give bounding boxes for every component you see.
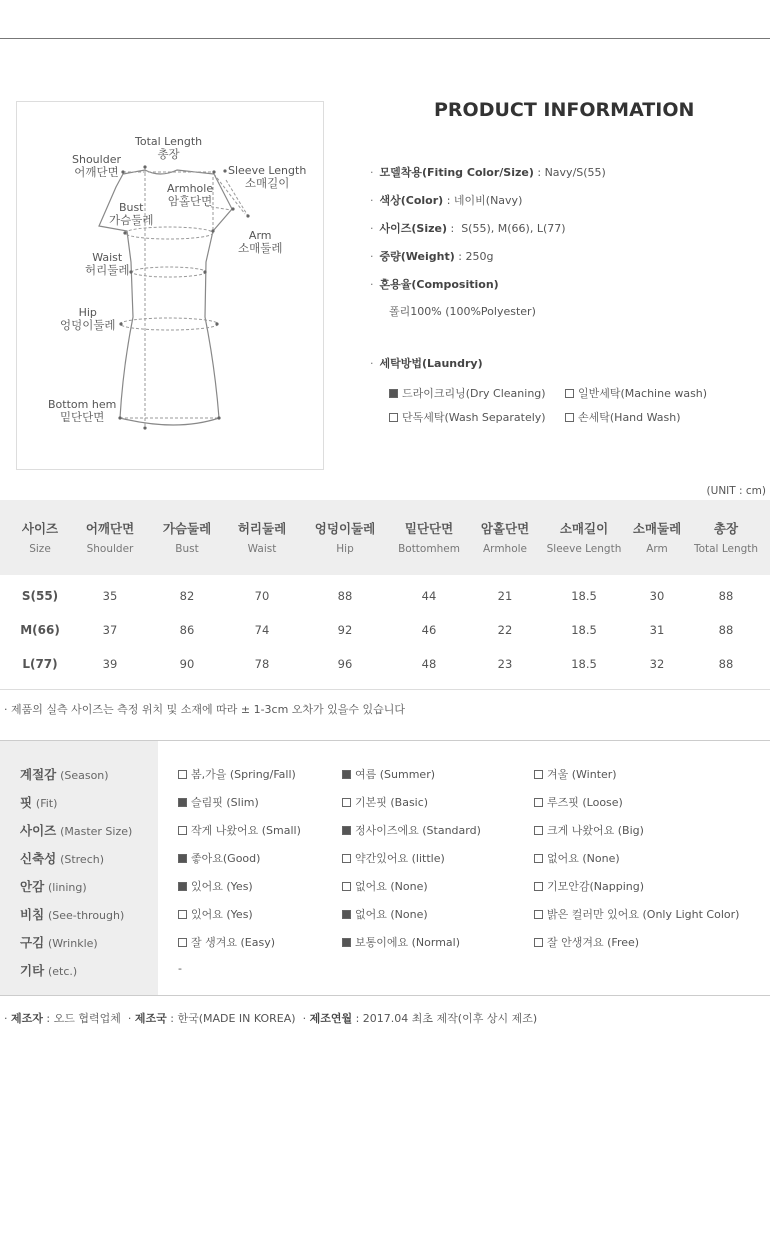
attribute-option <box>178 906 253 922</box>
attribute-label <box>20 849 104 867</box>
label-waist: Waist 허리둘레 <box>85 251 130 277</box>
size-cell: 86 <box>179 623 195 637</box>
header-ko: 엉덩이둘레 <box>314 521 376 536</box>
header-en: Shoulder <box>86 543 134 555</box>
label-armhole: Armhole 암홀단면 <box>167 182 214 208</box>
size-col-header <box>300 519 390 555</box>
size-row-label: M(66) <box>20 623 60 637</box>
attribute-option <box>342 934 460 950</box>
size-cell: 48 <box>421 657 437 671</box>
size-cell: 92 <box>337 623 353 637</box>
attribute-label <box>20 877 87 895</box>
size-cell: 90 <box>179 657 195 671</box>
size-col-header <box>225 519 299 555</box>
option-label: 루즈핏 (Loose) <box>547 796 623 809</box>
attribute-option <box>178 822 301 838</box>
attribute-option <box>178 878 253 894</box>
composition-value: 폴리100% (100%Polyester) <box>389 305 536 318</box>
attribute-option <box>534 822 644 838</box>
checkbox-checked-icon <box>178 882 187 891</box>
size-cell: 23 <box>497 657 513 671</box>
size-cell: 22 <box>497 623 513 637</box>
checkbox-empty-icon <box>342 798 351 807</box>
size-cell: 32 <box>649 657 665 671</box>
attribute-option <box>534 766 617 782</box>
checkbox-checked-icon <box>342 938 351 947</box>
measurement-diagram <box>16 101 324 470</box>
option-label: 밝은 컬러만 있어요 (Only Light Color) <box>547 908 740 921</box>
info-row-composition: · 혼용율(Composition) <box>370 278 499 291</box>
checkbox-checked-icon <box>178 854 187 863</box>
attribute-label-ko: 신축성 <box>20 851 57 866</box>
option-label: 슬림핏 (Slim) <box>191 796 259 809</box>
checkbox-empty-icon <box>178 938 187 947</box>
size-cell: 96 <box>337 657 353 671</box>
label-hip: Hip 엉덩이둘레 <box>60 306 116 332</box>
attribute-label-en: (See-through) <box>47 909 125 922</box>
size-cell: 18.5 <box>571 657 597 671</box>
checkbox-checked-icon <box>342 770 351 779</box>
divider <box>0 689 770 690</box>
option-label: 없어요 (None) <box>355 908 428 921</box>
header-ko: 어깨단면 <box>85 521 135 536</box>
size-col-header <box>390 519 468 555</box>
attribute-label <box>20 961 77 979</box>
header-en: Size <box>29 543 51 555</box>
attribute-label-ko: 비침 <box>20 907 45 922</box>
attribute-label-ko: 안감 <box>20 879 45 894</box>
checkbox-checked-icon <box>342 826 351 835</box>
attribute-option <box>342 850 445 866</box>
option-label: 좋아요(Good) <box>191 852 261 865</box>
attribute-label-ko: 기타 <box>20 963 45 978</box>
option-label: 있어요 (Yes) <box>191 908 253 921</box>
size-cell: 18.5 <box>571 589 597 603</box>
size-cell: 88 <box>337 589 353 603</box>
laundry-hand-wash: 손세탁(Hand Wash) <box>565 409 681 425</box>
attribute-option <box>342 822 481 838</box>
attribute-label <box>20 933 98 951</box>
attribute-option <box>534 878 644 894</box>
checkbox-empty-icon <box>534 798 543 807</box>
header-en: Bottomhem <box>398 543 460 555</box>
option-label: 없어요 (None) <box>547 852 620 865</box>
attribute-label-en: (etc.) <box>47 965 78 978</box>
info-row-model: · 모델착용(Fiting Color/Size) : Navy/S(55) <box>370 166 606 179</box>
attribute-option <box>534 934 639 950</box>
checkbox-empty-icon <box>534 910 543 919</box>
option-label: 정사이즈에요 (Standard) <box>355 824 481 837</box>
checkbox-empty-icon <box>565 413 574 422</box>
checkbox-empty-icon <box>389 413 398 422</box>
info-row-weight: · 중량(Weight) : 250g <box>370 250 494 263</box>
header-ko: 총장 <box>713 521 739 536</box>
size-cell: 78 <box>254 657 270 671</box>
size-cell: 88 <box>718 589 734 603</box>
label-total-length: Total Length 총장 <box>135 135 203 161</box>
checkbox-empty-icon <box>534 770 543 779</box>
size-col-header <box>543 519 625 555</box>
size-cell: 37 <box>102 623 118 637</box>
size-cell: 88 <box>718 657 734 671</box>
size-cell: 70 <box>254 589 270 603</box>
attribute-option <box>178 850 260 866</box>
size-note: · 제품의 실측 사이즈는 측정 위치 및 소재에 따라 ± 1-3cm 오차가 있을수 있습니다 <box>4 703 406 716</box>
top-divider <box>0 38 770 39</box>
checkbox-empty-icon <box>534 938 543 947</box>
label-bottom-hem: Bottom hem 밑단단면 <box>48 398 117 424</box>
option-label: 잘 안생겨요 (Free) <box>547 936 640 949</box>
attribute-option <box>342 906 428 922</box>
size-cell: 35 <box>102 589 118 603</box>
size-col-header <box>150 519 224 555</box>
size-cell: 74 <box>254 623 270 637</box>
size-cell: 46 <box>421 623 437 637</box>
size-cell: 31 <box>649 623 665 637</box>
label-shoulder: Shoulder 어깨단면 <box>72 153 121 179</box>
attribute-label-en: (Fit) <box>35 797 58 810</box>
info-row-size: · 사이즈(Size) : S(55), M(66), L(77) <box>370 222 566 235</box>
attribute-label <box>20 765 109 783</box>
option-label: 약간있어요 (little) <box>355 852 445 865</box>
attribute-label-ko: 계절감 <box>20 767 57 782</box>
attribute-option <box>534 794 623 810</box>
size-row-label: L(77) <box>22 657 58 671</box>
header-ko: 사이즈 <box>21 521 59 536</box>
checkbox-checked-icon <box>342 910 351 919</box>
size-cell: 30 <box>649 589 665 603</box>
header-en: Arm <box>646 543 668 555</box>
attribute-label-en: (Strech) <box>60 853 105 866</box>
label-bust: Bust 가슴둘레 <box>109 201 154 227</box>
attribute-label-ko: 구김 <box>20 935 45 950</box>
attribute-label <box>20 821 132 839</box>
attribute-text: - <box>178 962 182 975</box>
size-cell: 21 <box>497 589 513 603</box>
manufacturer-info: · 제조자 : 오드 협력업체 · 제조국 : 한국(MADE IN KOREA) · 제조연월 : 2017.04 최초 제작(이후 상시 제조) <box>4 1012 538 1025</box>
attribute-option <box>342 766 435 782</box>
option-label: 있어요 (Yes) <box>191 880 253 893</box>
unit-label: (UNIT : cm) <box>706 485 766 497</box>
attribute-label-en: (Wrinkle) <box>47 937 98 950</box>
attribute-label-ko: 사이즈 <box>20 823 57 838</box>
attribute-label-en: (Season) <box>60 769 109 782</box>
header-ko: 소매둘레 <box>632 521 682 536</box>
option-label: 기본핏 (Basic) <box>355 796 429 809</box>
checkbox-empty-icon <box>342 882 351 891</box>
option-label: 작게 나왔어요 (Small) <box>191 824 301 837</box>
size-col-header <box>72 519 148 555</box>
option-label: 봄,가을 (Spring/Fall) <box>191 768 296 781</box>
attribute-option <box>178 794 259 810</box>
laundry-machine-wash: 일반세탁(Machine wash) <box>565 385 707 401</box>
product-info-title: PRODUCT INFORMATION <box>434 99 695 121</box>
attribute-label-en: (Master Size) <box>60 825 133 838</box>
info-row-color: · 색상(Color) : 네이비(Navy) <box>370 194 523 207</box>
checkbox-empty-icon <box>534 854 543 863</box>
checkbox-empty-icon <box>534 882 543 891</box>
attribute-option <box>534 850 620 866</box>
header-ko: 소매길이 <box>559 521 609 536</box>
size-col-header <box>0 519 80 555</box>
size-col-header <box>468 519 542 555</box>
attributes-table <box>0 740 770 996</box>
laundry-wash-separately: 단독세탁(Wash Separately) <box>389 409 546 425</box>
checkbox-checked-icon <box>178 798 187 807</box>
size-col-header <box>625 519 689 555</box>
option-label: 크게 나왔어요 (Big) <box>547 824 644 837</box>
attribute-option <box>342 794 428 810</box>
header-ko: 암홀단면 <box>480 521 530 536</box>
checkbox-empty-icon <box>534 826 543 835</box>
attribute-label-ko: 핏 <box>20 795 33 810</box>
header-ko: 허리둘레 <box>237 521 287 536</box>
attribute-option <box>534 906 739 922</box>
checkbox-empty-icon <box>178 770 187 779</box>
attribute-option <box>178 766 296 782</box>
header-ko: 밑단단면 <box>404 521 454 536</box>
checkbox-checked-icon <box>389 389 398 398</box>
header-en: Bust <box>175 543 199 555</box>
size-cell: 82 <box>179 589 195 603</box>
option-label: 잘 생겨요 (Easy) <box>191 936 276 949</box>
attribute-label <box>20 793 57 811</box>
attribute-option <box>342 878 428 894</box>
header-en: Hip <box>336 543 354 555</box>
option-label: 기모안감(Napping) <box>547 880 645 893</box>
size-col-header <box>690 519 762 555</box>
attribute-label <box>20 905 124 923</box>
laundry-title: · 세탁방법(Laundry) <box>370 357 483 370</box>
size-cell: 18.5 <box>571 623 597 637</box>
header-en: Total Length <box>693 543 759 555</box>
attribute-option <box>178 934 275 950</box>
checkbox-empty-icon <box>178 826 187 835</box>
size-row-label: S(55) <box>21 589 59 603</box>
option-label: 없어요 (None) <box>355 880 428 893</box>
size-cell: 44 <box>421 589 437 603</box>
option-label: 겨울 (Winter) <box>547 768 617 781</box>
header-en: Waist <box>247 543 277 555</box>
option-label: 여름 (Summer) <box>355 768 436 781</box>
header-en: Sleeve Length <box>546 543 622 555</box>
header-en: Armhole <box>483 543 527 555</box>
attribute-label-en: (lining) <box>47 881 87 894</box>
laundry-dry-cleaning: 드라이크리닝(Dry Cleaning) <box>389 385 546 401</box>
size-cell: 88 <box>718 623 734 637</box>
checkbox-empty-icon <box>342 854 351 863</box>
label-arm: Arm 소매둘레 <box>238 229 283 255</box>
checkbox-empty-icon <box>565 389 574 398</box>
option-label: 보통이에요 (Normal) <box>355 936 461 949</box>
checkbox-empty-icon <box>178 910 187 919</box>
label-sleeve-length: Sleeve Length 소매길이 <box>228 164 307 190</box>
size-cell: 39 <box>102 657 118 671</box>
header-ko: 가슴둘레 <box>162 521 212 536</box>
